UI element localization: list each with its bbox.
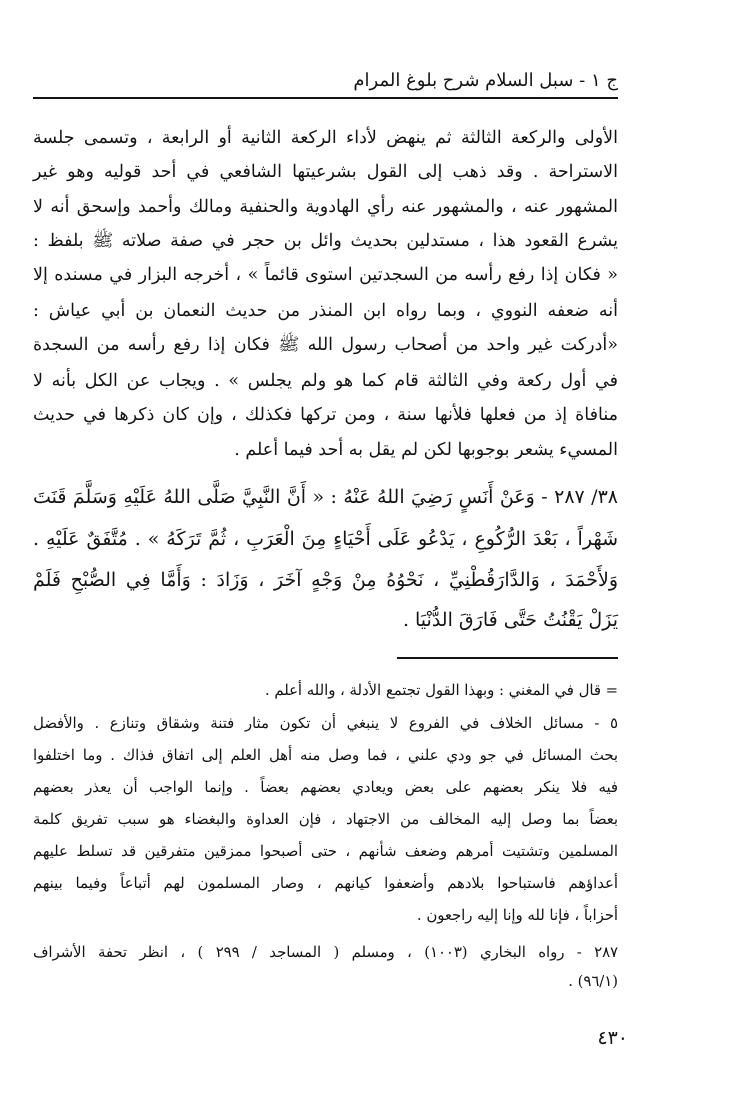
body-line-2: الاستراحة . وقد ذهب إلى القول بشرعيتها الشافعي في أحد قوليه وهو غير [33, 162, 618, 182]
footnote-line-6: المسلمين وتشتيت أمرهم وضعف شأنهم ، حتى أصبحوا ممزقين متفرقين قد تسلط عليهم [33, 843, 618, 860]
footnote-line-4: فيه فلا ينكر بعضهم على بعض ويعادي بعضهم بعضاً . وإنما الواجب أن يعذر بعضهم [33, 779, 618, 796]
page-number: ٤٣٠ [597, 1027, 628, 1049]
header-rule [33, 97, 618, 99]
body-line-3: المشهور عنه ، والمشهور عنه رأي الهادوية والحنفية ومالك وأحمد وإسحق أنه لا [33, 197, 618, 217]
running-header [33, 60, 618, 94]
body-line-4: يشرع القعود هذا ، مستدلين بحديث وائل بن حجر في صفة صلاته ﷺ بلفظ : [33, 231, 618, 251]
body-line-10: المسيء يشعر بوجوبها لكن لم يقل به أحد فيما أعلم . [234, 440, 618, 460]
body-line-7: «أدركت غير واحد من أصحاب رسول الله ﷺ فكان إذا رفع رأسه من السجدة [33, 335, 618, 355]
footnote-rule [397, 657, 618, 659]
hadith-line-4: يَزَلْ يَقْنُتُ حَتَّى فَارَقَ الدُّنْيَا . [402, 609, 618, 631]
body-line-9: منافاة إذ من فعلها فلأنها سنة ، ومن تركها فكذلك ، وإن كان ذكرها في حديث [33, 405, 618, 425]
body-line-5: « فكان إذا رفع رأسه من السجدتين استوى قائماً » ، أخرجه البزار في مسنده إلا [33, 265, 618, 285]
hadith-line-1: ٣٨/ ٢٨٧ - وَعَنْ أَنَسٍ رَضِيَ اللهُ عَنْهُ : « أَنَّ النَّبِيَّ صَلَّى اللهُ عَلَيْهِ وَسَلَّمَ قَنَتَ [33, 486, 618, 508]
footnote-line-7: أعداؤهم فاستباحوا بلادهم وأضعفوا كيانهم ، وصار المسلمون لهم أتباعاً وفيما بينهم [33, 875, 618, 892]
body-line-1: الأولى والركعة الثالثة ثم ينهض لأداء الركعة الثانية أو الرابعة ، وتسمى جلسة [33, 128, 618, 148]
footnote-line-10: (٩٦/١) . [568, 973, 618, 990]
footnote-line-2: ٥ - مسائل الخلاف في الفروع لا ينبغي أن تكون مثار فتنة وشقاق وتنازع . والأفضل [33, 715, 618, 732]
footnote-line-5: بعضاً بما وصل إليه المخالف من الاجتهاد ، فإن العداوة والبغضاء هو سبب تفريق كلمة [33, 811, 618, 828]
body-line-8: في أول ركعة وفي الثالثة قام كما هو ولم يجلس » . ويجاب عن الكل بأنه لا [33, 371, 618, 391]
footnote-line-1: = قال في المغني : وبهذا القول تجتمع الأدلة ، والله أعلم . [264, 682, 618, 699]
hadith-line-3: وَلأَحْمَدَ ، وَالدَّارَقُطْنِيِّ ، نَحْوُهُ مِنْ وَجْهٍ آخَرَ ، وَزَادَ : وَأَمَّا فِي الصُّبْحِ فَلَمْ [33, 569, 618, 591]
body-line-6: أنه ضعفه النووي ، وبما رواه ابن المنذر من حديث النعمان بن أبي عياش : [33, 301, 618, 321]
footnote-line-8: أحزاباً ، فإنا لله وإنا إليه راجعون . [416, 907, 618, 924]
footnote-line-3: بحث المسائل في جو ودي علني ، فما وصل منه أهل العلم إلى اتفاق فذاك . وما اختلفوا [33, 747, 618, 764]
footnote-line-9: ٢٨٧ - رواه البخاري (١٠٠٣) ، ومسلم ( المساجد / ٢٩٩ ) ، انظر تحفة الأشراف [33, 944, 618, 961]
hadith-line-2: شَهْراً ، بَعْدَ الرُّكُوعِ ، يَدْعُو عَلَى أَحْيَاءٍ مِنَ الْعَرَبِ ، ثُمَّ تَرَكَهُ » . مُتَّفَقٌ عَلَيْهِ . [33, 528, 618, 550]
header-title: ج ١ - سبل السلام شرح بلوغ المرام [353, 70, 618, 91]
